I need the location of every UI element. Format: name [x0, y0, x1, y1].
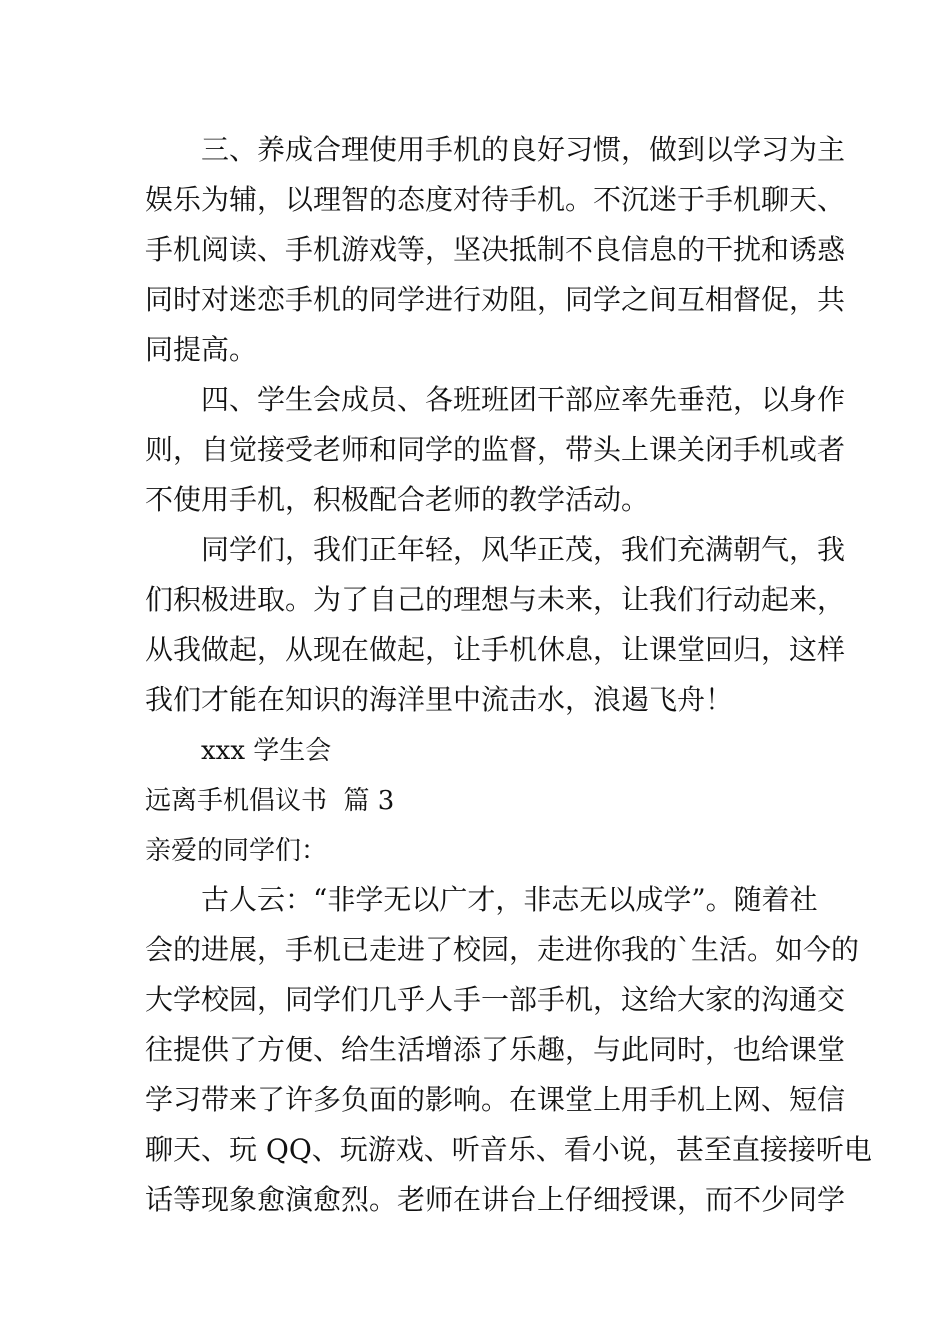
- section-heading: 远离手机倡议书 篇 3: [145, 786, 395, 816]
- paragraph-line: 从我做起，从现在做起，让手机休息，让课堂回归，这样: [145, 633, 846, 666]
- paragraph-line: 古人云：“非学无以广才，非志无以成学”。随着社: [201, 883, 818, 916]
- salutation: 亲爱的同学们：: [145, 836, 328, 866]
- paragraph-line: 往提供了方便、给生活增添了乐趣，与此同时，也给课堂: [145, 1033, 846, 1066]
- paragraph-line: 手机阅读、手机游戏等，坚决抵制不良信息的干扰和诱惑: [145, 233, 846, 266]
- paragraph-line: 会的进展，手机已走进了校园，走进你我的`生活。如今的: [145, 933, 860, 966]
- paragraph-line: 大学校园，同学们几乎人手一部手机，这给大家的沟通交: [145, 983, 846, 1016]
- paragraph-line: 不使用手机，积极配合老师的教学活动。: [145, 483, 650, 516]
- paragraph-line: 三、养成合理使用手机的良好习惯，做到以学习为主: [201, 133, 846, 166]
- paragraph-line: 同时对迷恋手机的同学进行劝阻，同学之间互相督促，共: [145, 283, 846, 316]
- paragraph-line: 四、学生会成员、各班班团干部应率先垂范，以身作: [201, 383, 846, 416]
- paragraph-line: 同提高。: [145, 333, 258, 366]
- paragraph-line: 们积极进取。为了自己的理想与未来，让我们行动起来，: [145, 583, 846, 616]
- paragraph-line: 聊天、玩 QQ、玩游戏、听音乐、看小说，甚至直接接听电: [145, 1133, 872, 1166]
- paragraph-line: 则，自觉接受老师和同学的监督，带头上课关闭手机或者: [145, 433, 846, 466]
- paragraph-line: 娱乐为辅，以理智的态度对待手机。不沉迷于手机聊天、: [145, 183, 846, 216]
- signature-line: xxx 学生会: [201, 736, 332, 766]
- paragraph-line: 学习带来了许多负面的影响。在课堂上用手机上网、短信: [145, 1083, 846, 1116]
- paragraph-line: 我们才能在知识的海洋里中流击水，浪遏飞舟！: [145, 683, 734, 716]
- paragraph-line: 话等现象愈演愈烈。老师在讲台上仔细授课，而不少同学: [145, 1183, 846, 1216]
- paragraph-line: 同学们，我们正年轻，风华正茂，我们充满朝气，我: [201, 533, 846, 566]
